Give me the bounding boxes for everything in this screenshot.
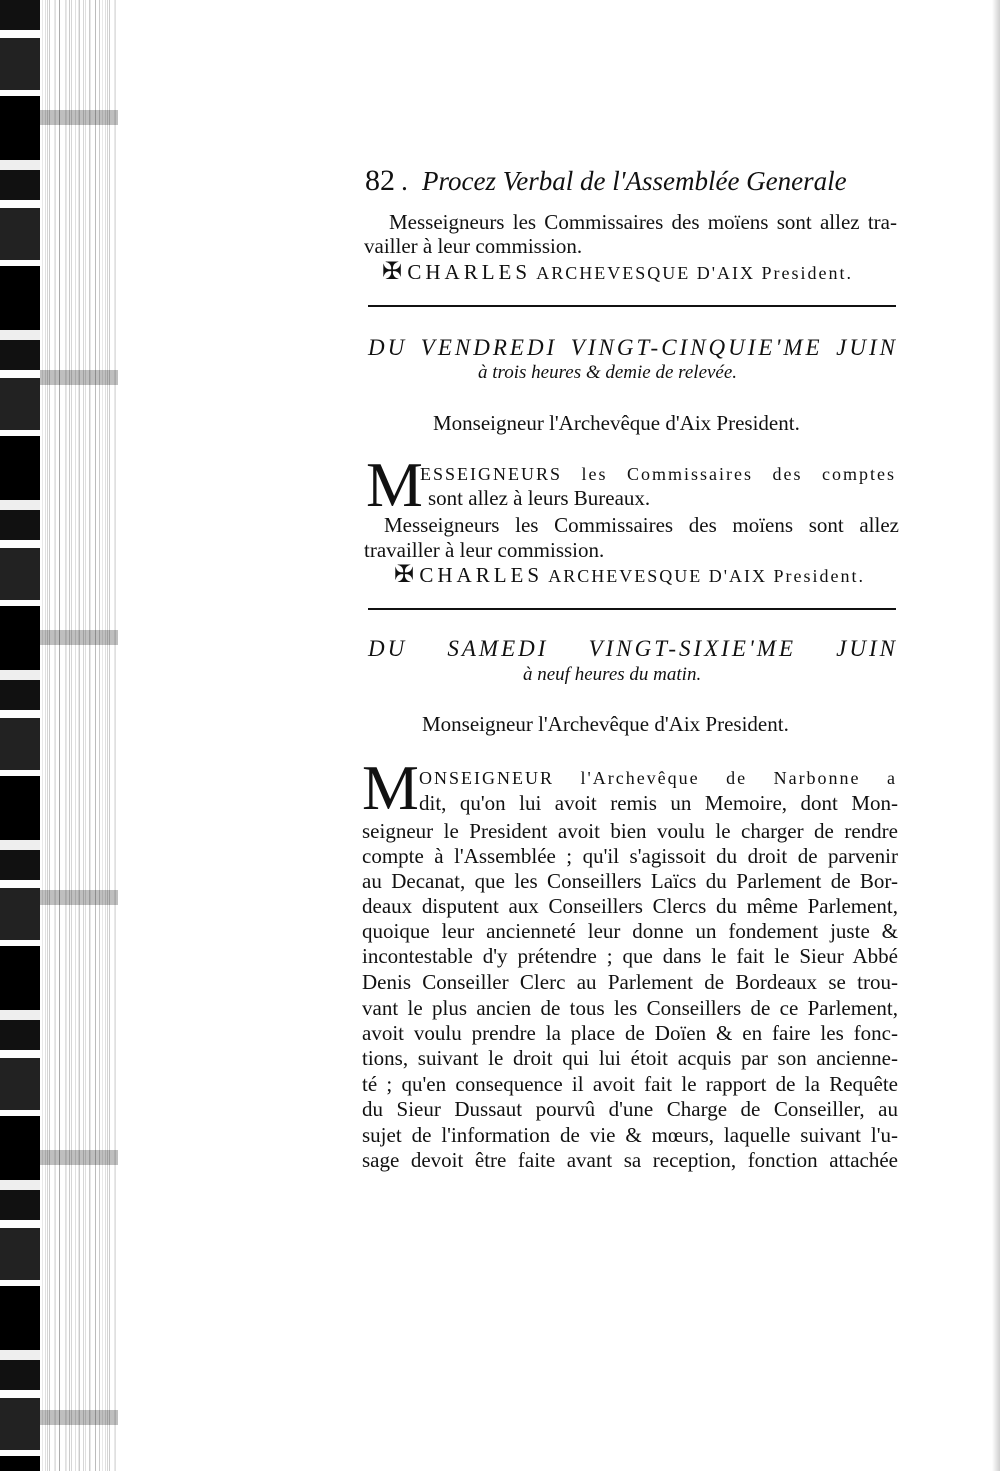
text-line bbox=[420, 460, 896, 487]
text-line: Denis Conseiller Clerc au Parlement de Bordeaux se trou- bbox=[362, 970, 898, 994]
section-rule bbox=[368, 608, 896, 610]
text-line: quoique leur ancienneté leur donne un fondement juste & bbox=[362, 919, 898, 943]
text-line: sage devoit être faite avant sa reception, fonction attachée bbox=[362, 1148, 898, 1172]
text-line: au Decanat, que les Conseillers Laïcs du Parlement de Bor- bbox=[362, 869, 898, 893]
text-line: du Sieur Dussaut pourvû d'une Charge de Conseiller, au bbox=[362, 1097, 898, 1121]
signature-name: CHARLES bbox=[419, 563, 544, 587]
text-line: sujet de l'information de vie & mœurs, laquelle suivant l'u- bbox=[362, 1123, 898, 1147]
page-edge-shadow bbox=[0, 0, 118, 1471]
time-line: à trois heures & demie de relevée. bbox=[478, 362, 738, 383]
page-number: 82 bbox=[365, 164, 395, 197]
president-line: Monseigneur l'Archevêque d'Aix President. bbox=[422, 712, 789, 736]
cross-icon: ✠ bbox=[394, 562, 415, 588]
text-line: seigneur le President avoit bien voulu le charger de rendre bbox=[362, 819, 898, 843]
signature-line bbox=[394, 562, 865, 589]
page-right-edge bbox=[992, 0, 1000, 1471]
running-title: Procez Verbal de l'Assemblée Generale bbox=[422, 166, 847, 196]
text-fragment: ESSEIGNEURS les Commissaires des comptes bbox=[420, 464, 896, 484]
date-heading: DU VENDREDI VINGT-CINQUIE'ME JUIN bbox=[368, 335, 898, 360]
text-line: dit, qu'on lui avoit remis un Memoire, dont Mon- bbox=[419, 791, 898, 815]
text-line: Messeigneurs les Commissaires des moïens sont allez bbox=[384, 513, 899, 537]
text-fragment: ONSEIGNEUR l'Archevêque de Narbonne a bbox=[419, 768, 897, 788]
text-line: avoit voulu prendre la place de Doïen & en faire les fonc- bbox=[362, 1021, 898, 1045]
time-line: à neuf heures du matin. bbox=[523, 664, 702, 685]
drop-cap: M bbox=[362, 752, 419, 823]
president-line: Monseigneur l'Archevêque d'Aix President. bbox=[433, 411, 800, 435]
signature-title: ARCHEVESQUE D'AIX President. bbox=[548, 566, 866, 586]
text-line: travailler à leur commission. bbox=[364, 538, 605, 562]
signature-title: ARCHEVESQUE D'AIX President. bbox=[536, 263, 854, 283]
text-line: Messeigneurs les Commissaires des moïens sont allez tra- bbox=[389, 210, 897, 234]
drop-cap: M bbox=[366, 449, 423, 520]
text-line: vant le plus ancien de tous les Conseillers de ce Parlement, bbox=[362, 996, 898, 1020]
section-rule bbox=[368, 305, 896, 307]
running-header: 82 . Procez Verbal de l'Assemblée Generale bbox=[365, 164, 847, 197]
signature-name: CHARLES bbox=[407, 260, 532, 284]
text-line: incontestable d'y prétendre ; que dans le fait le Sieur Abbé bbox=[362, 944, 898, 968]
text-line bbox=[419, 764, 897, 791]
text-line: deaux disputent aux Conseillers Clercs du même Parlement, bbox=[362, 894, 898, 918]
text-line: tions, suivant le droit qui lui étoit acquis par son ancienne- bbox=[362, 1046, 898, 1070]
date-heading: DU SAMEDI VINGT-SIXIE'ME JUIN bbox=[368, 636, 898, 661]
text-line: sont allez à leurs Bureaux. bbox=[428, 486, 651, 510]
text-line: té ; qu'en consequence il avoit fait le rapport de la Requête bbox=[362, 1072, 898, 1096]
text-line: compte à l'Assemblée ; qu'il s'agissoit du droit de parvenir bbox=[362, 844, 898, 868]
text-line: vailler à leur commission. bbox=[364, 234, 583, 258]
signature-line bbox=[382, 259, 853, 286]
cross-icon: ✠ bbox=[382, 259, 403, 285]
